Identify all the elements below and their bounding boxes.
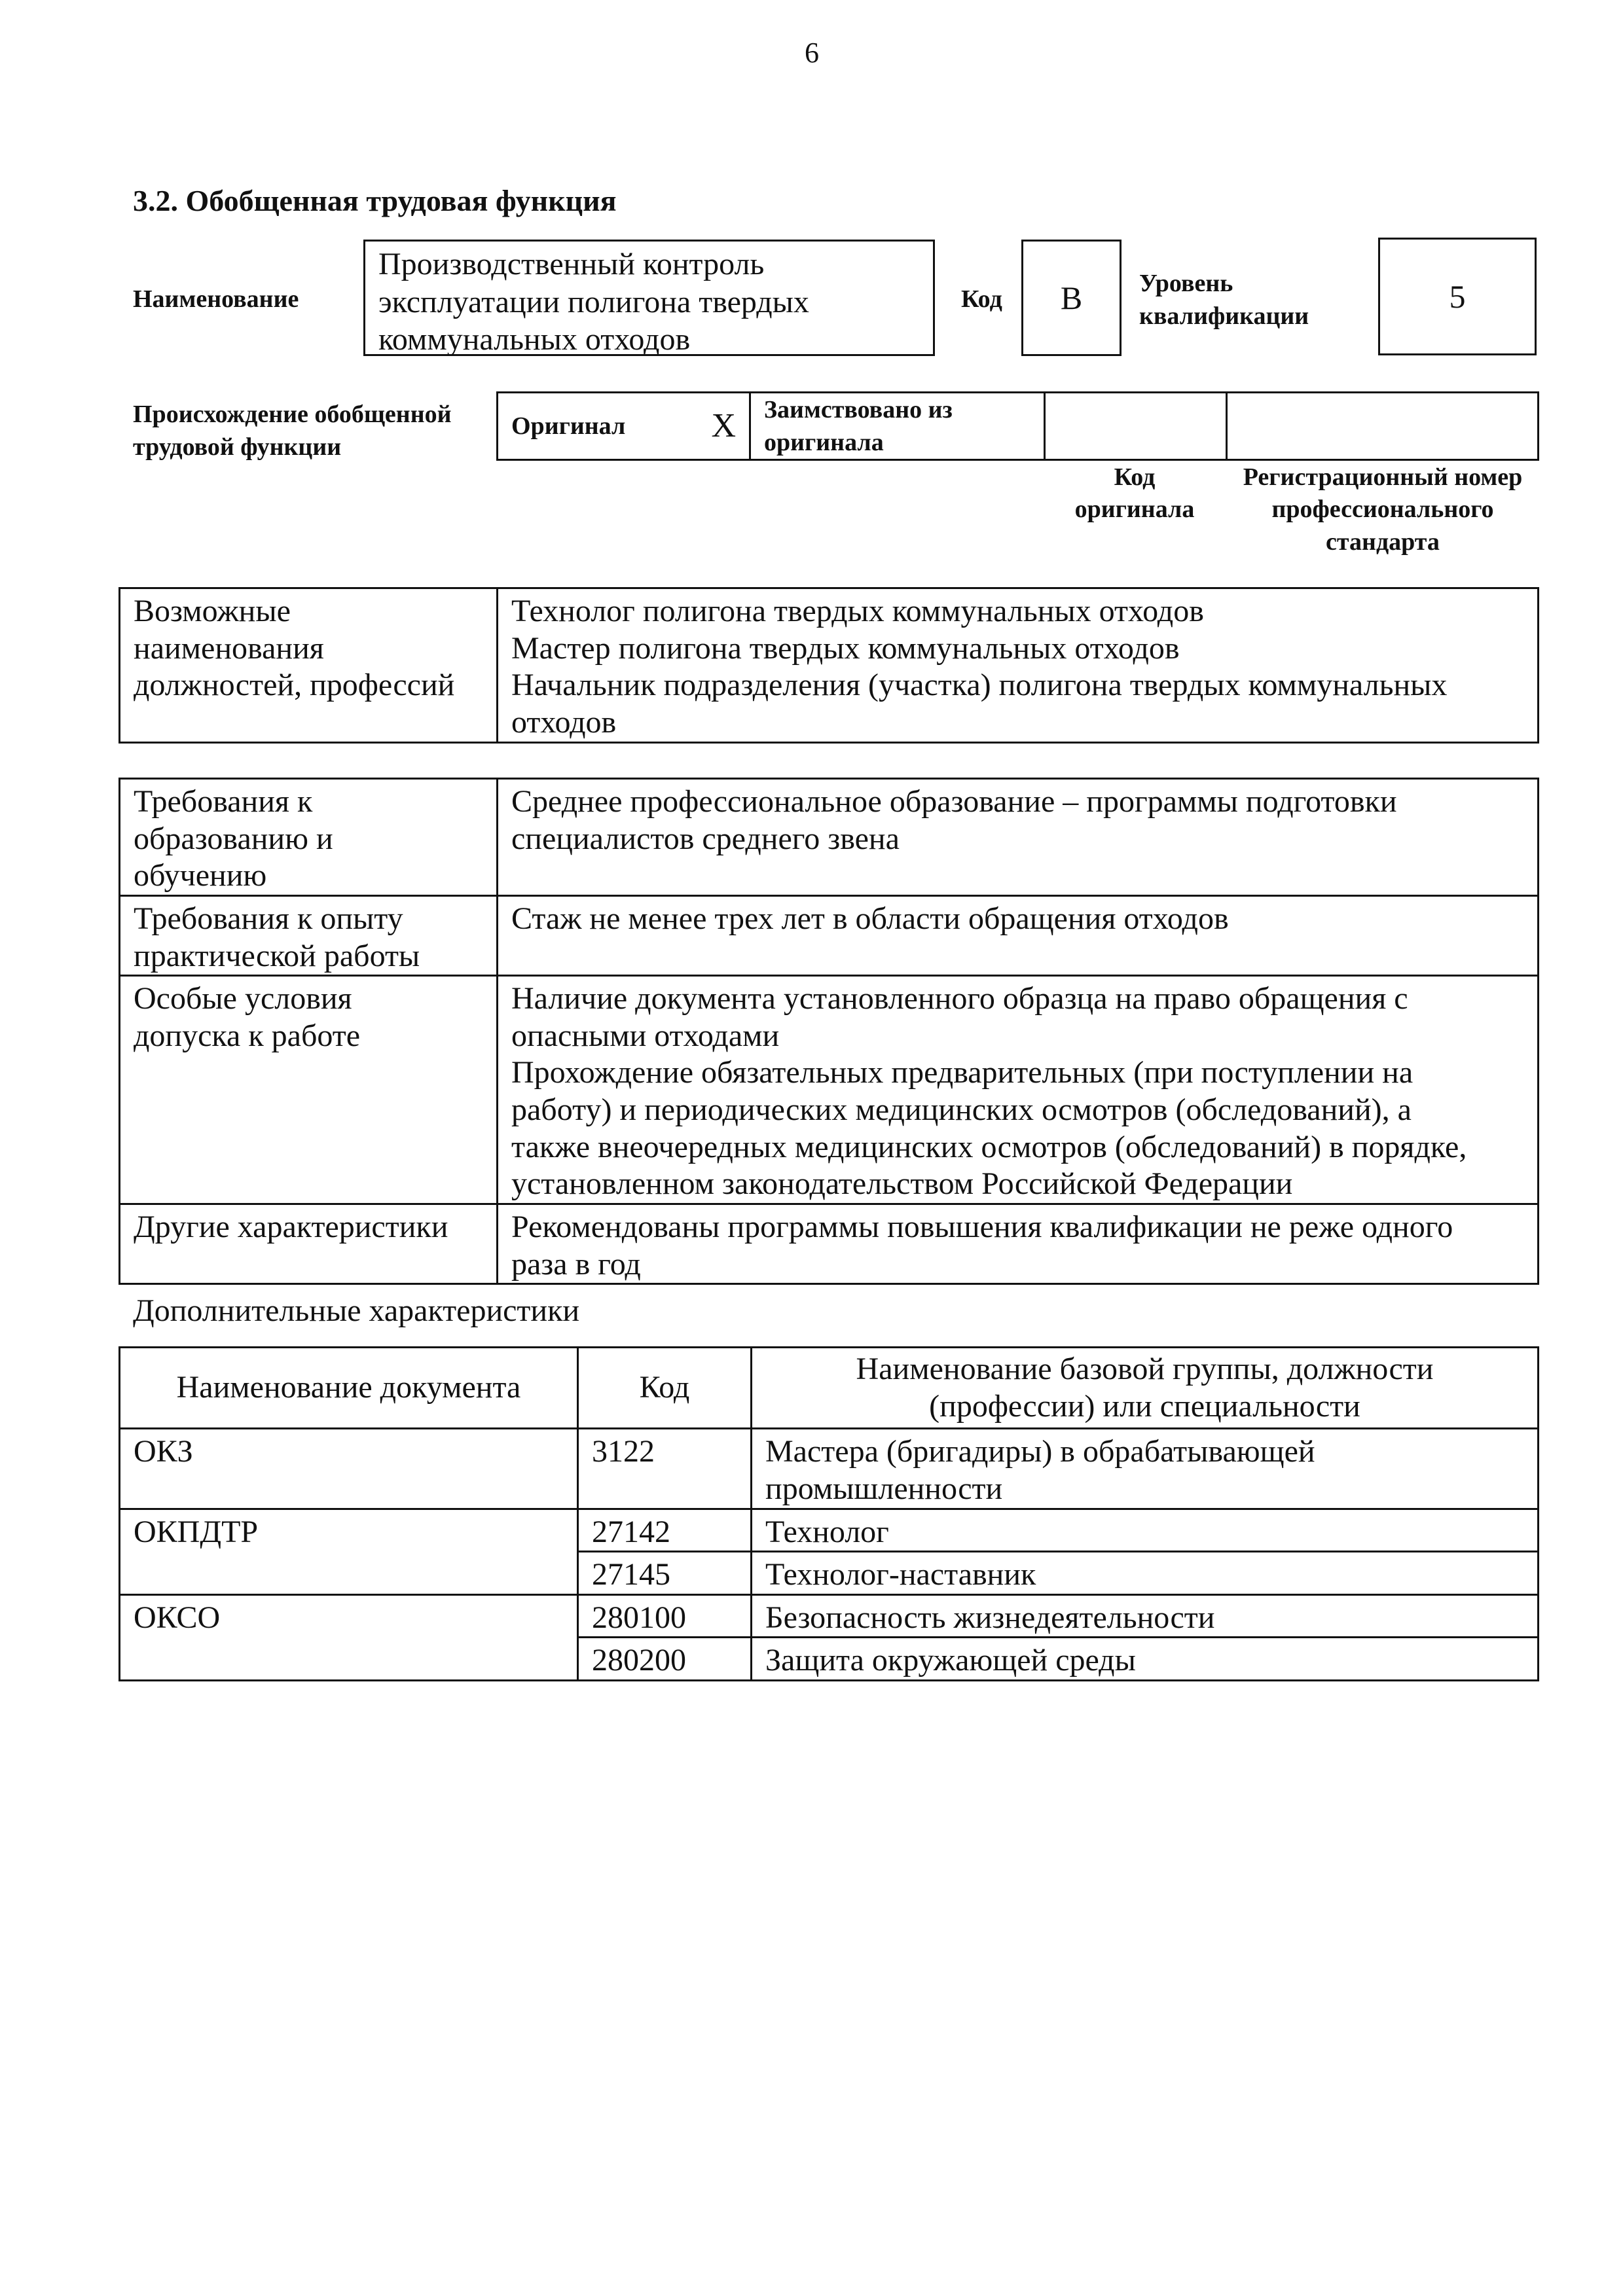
name-cell (752, 1509, 1539, 1552)
requirement-label-line: образованию и (134, 821, 333, 856)
header-doc-cell (120, 1348, 578, 1429)
name-line: Безопасность жизнедеятельности (765, 1600, 1215, 1635)
code-cell (578, 1638, 752, 1681)
code-cell (578, 1594, 752, 1638)
experience-label-cell (120, 895, 498, 975)
positions-table (119, 587, 1539, 744)
position-item: Технолог полигона твердых коммунальных отходов (511, 594, 1204, 628)
reg-number-caption-line: профессионального (1271, 495, 1494, 524)
requirement-value-line: Среднее профессиональное образование – программы подготовки (511, 784, 1397, 819)
level-label-line: квалификации (1139, 302, 1309, 331)
name-line: промышленности (765, 1471, 1003, 1506)
reg-number-caption-line: стандарта (1326, 528, 1440, 556)
name-line: Технолог-наставник (765, 1557, 1036, 1592)
reg-number-caption-line: Регистрационный номер (1243, 463, 1523, 491)
code-cell (578, 1429, 752, 1509)
page-number: 6 (805, 37, 819, 69)
position-item: Мастер полигона твердых коммунальных отходов (511, 630, 1180, 666)
special-conditions-label-cell (120, 976, 498, 1204)
origin-label-line: трудовой функции (133, 433, 342, 461)
position-item: отходов (511, 704, 617, 740)
header-code: Код (639, 1370, 690, 1405)
name-cell (752, 1552, 1539, 1595)
requirement-value-line: установленном законодательством Российской Федерации (511, 1166, 1293, 1202)
positions-label-cell (120, 588, 498, 743)
level-value: 5 (1449, 278, 1466, 315)
positions-label-line: наименования (134, 630, 324, 666)
doc-cell (120, 1429, 578, 1509)
code-value-box (1021, 240, 1122, 356)
borrowed-label-line: оригинала (764, 429, 884, 457)
reg-number-caption (1219, 461, 1546, 558)
experience-value-cell (498, 895, 1539, 975)
positions-label-line: Возможные (134, 594, 291, 628)
orig-code-caption-line: оригинала (1074, 495, 1195, 524)
origin-reg-number-cell (1227, 393, 1539, 460)
requirement-value-line: Стаж не менее трех лет в области обращения отходов (511, 901, 1229, 936)
requirement-value-line: раза в год (511, 1246, 641, 1282)
name-cell (752, 1638, 1539, 1681)
code-value: 3122 (592, 1434, 655, 1469)
doc-name: ОКПДТР (134, 1514, 259, 1549)
header-name-line: Наименование базовой группы, должности (856, 1352, 1434, 1386)
name-cell (752, 1594, 1539, 1638)
section-title: 3.2. Обобщенная трудовая функция (133, 184, 617, 217)
requirement-label-line: Особые условия (134, 981, 352, 1016)
header-name-cell (752, 1348, 1539, 1429)
requirement-value-line: Рекомендованы программы повышения квалификации не реже одного (511, 1209, 1453, 1244)
orig-code-caption-line: Код (1114, 463, 1156, 491)
education-value-cell (498, 779, 1539, 896)
function-name-box (363, 240, 935, 356)
position-item: Начальник подразделения (участка) полигона твердых коммунальных (511, 668, 1448, 703)
name-line: Технолог (765, 1514, 889, 1549)
name-label: Наименование (133, 285, 299, 313)
borrowed-label-line: Заимствовано из (764, 396, 953, 423)
code-value: В (1060, 279, 1083, 316)
header-code-cell (578, 1348, 752, 1429)
requirement-label-line: практической работы (134, 938, 420, 973)
additional-title: Дополнительные характеристики (133, 1293, 580, 1328)
level-value-box (1378, 238, 1537, 355)
doc-name: ОКЗ (134, 1434, 193, 1469)
doc-cell (120, 1594, 578, 1680)
origin-table (496, 391, 1539, 461)
level-label (1139, 267, 1309, 332)
requirement-label-line: Другие характеристики (134, 1209, 448, 1244)
function-name-line: эксплуатации полигона твердых (378, 284, 809, 319)
other-label-cell (120, 1204, 498, 1283)
positions-value-cell (498, 588, 1539, 743)
header-name-line: (профессии) или специальности (929, 1388, 1360, 1424)
origin-borrowed-cell (750, 393, 1045, 460)
code-label: Код (961, 285, 1002, 313)
header-doc: Наименование документа (176, 1370, 521, 1405)
orig-code-caption (1044, 461, 1226, 526)
function-name-line: Производственный контроль (378, 247, 765, 281)
other-value-cell (498, 1204, 1539, 1283)
requirement-value-line: опасными отходами (511, 1018, 780, 1053)
origin-label-line: Происхождение обобщенной (133, 401, 452, 428)
requirement-label-line: Требования к (134, 784, 313, 819)
additional-table (119, 1346, 1539, 1681)
code-value: 27142 (592, 1514, 670, 1549)
requirement-value-line: Прохождение обязательных предварительных (при поступлении на (511, 1055, 1413, 1090)
requirement-value-line: Наличие документа установленного образца на право обращения с (511, 981, 1408, 1016)
original-label: Оригинал (511, 412, 626, 440)
code-cell (578, 1509, 752, 1552)
requirement-label-line: Требования к опыту (134, 901, 403, 936)
code-cell (578, 1552, 752, 1595)
code-value: 280100 (592, 1600, 686, 1635)
education-label-cell (120, 779, 498, 896)
requirement-value-line: также внеочередных медицинских осмотров (обследований) в порядке, (511, 1129, 1467, 1164)
origin-code-cell (1045, 393, 1227, 460)
requirement-label-line: допуска к работе (134, 1018, 361, 1053)
doc-cell (120, 1509, 578, 1594)
requirement-label-line: обучению (134, 858, 267, 893)
requirement-value-line: работу) и периодических медицинских осмотров (обследований), а (511, 1092, 1412, 1127)
requirement-value-line: специалистов среднего звена (511, 821, 900, 856)
original-mark: X (711, 407, 736, 445)
function-name-line: коммунальных отходов (378, 322, 691, 357)
name-line: Мастера (бригадиры) в обрабатывающей (765, 1434, 1315, 1469)
name-cell (752, 1429, 1539, 1509)
code-value: 280200 (592, 1643, 686, 1678)
requirements-table (119, 778, 1539, 1285)
level-label-line: Уровень (1139, 270, 1233, 297)
origin-original-cell (498, 393, 750, 460)
name-line: Защита окружающей среды (765, 1643, 1136, 1678)
code-value: 27145 (592, 1557, 670, 1592)
special-conditions-value-cell (498, 976, 1539, 1204)
positions-label-line: должностей, профессий (134, 668, 455, 703)
origin-label (133, 398, 452, 463)
doc-name: ОКСО (134, 1600, 221, 1635)
